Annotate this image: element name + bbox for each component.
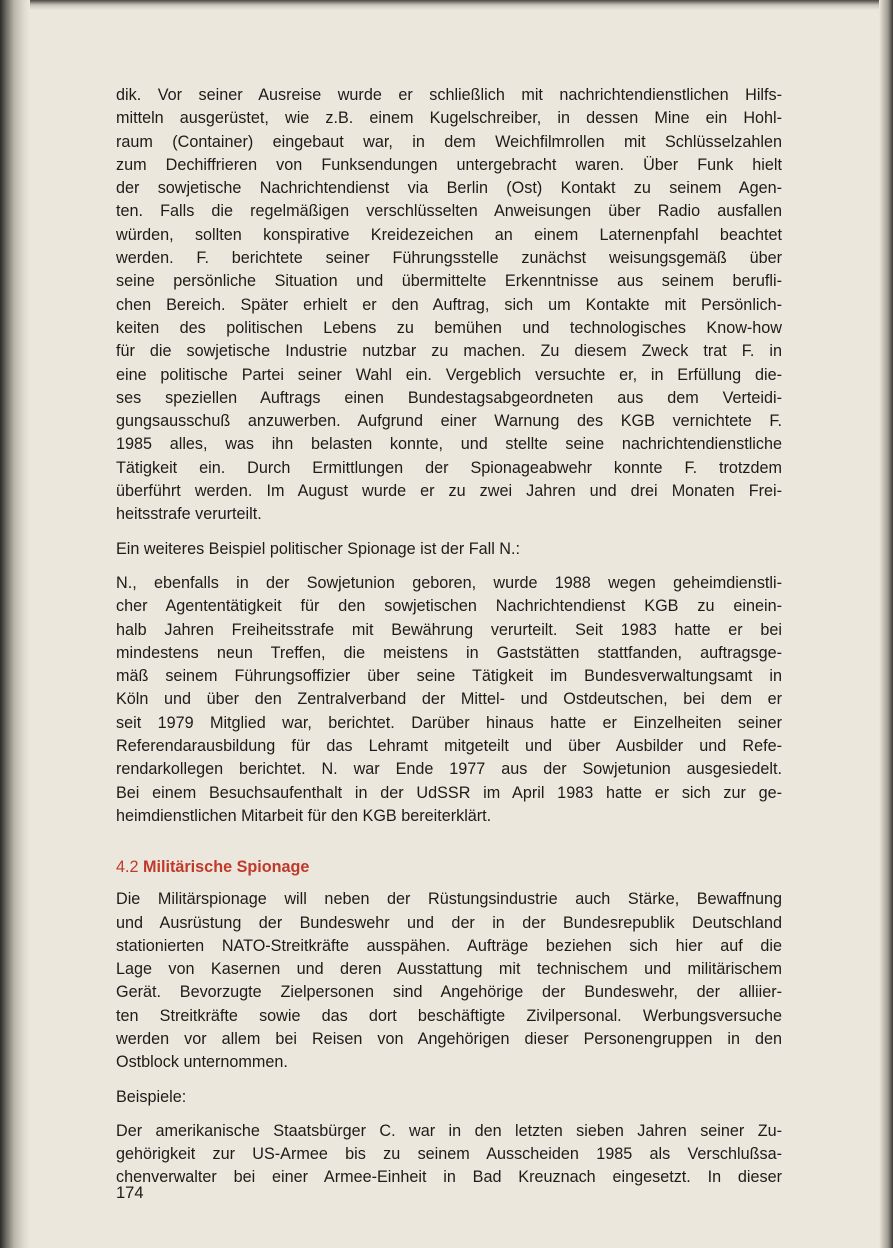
text-line: Ostblock unternommen. bbox=[116, 1053, 288, 1072]
text-line: gungsausschuß anzuwerben. Aufgrund einer Warnung des KGB vernichtete F. bbox=[116, 412, 782, 431]
page-body bbox=[116, 84, 782, 1201]
text-line: mitteln ausgerüstet, wie z.B. einem Kugelschreiber, in dessen Mine ein Hohl- bbox=[116, 109, 782, 128]
text-line: heimdienstlichen Mitarbeit für den KGB bereiterklärt. bbox=[116, 806, 492, 825]
page-right-edge bbox=[879, 0, 893, 1248]
text-line: überführt werden. Im August wurde er zu zwei Jahren und drei Monaten Frei- bbox=[116, 482, 782, 501]
text-line: 1985 alles, was ihn belasten konnte, und stellte seine nachrichtendienstliche bbox=[116, 435, 782, 454]
section-heading bbox=[116, 856, 782, 879]
text-line: ten Streitkräfte sowie das dort beschäftigte Zivilpersonal. Werbungsversuche bbox=[116, 1006, 782, 1025]
text-line: ten. Falls die regelmäßigen verschlüsselten Anweisungen über Radio ausfallen bbox=[116, 202, 782, 221]
text-block-bottom bbox=[116, 888, 782, 1190]
text-line: Bei einem Besuchsaufenthalt in der UdSSR im April 1983 hatte er sich zur ge- bbox=[116, 783, 782, 802]
text-line: seine persönliche Situation und übermittelte Erkenntnisse aus seinem berufli- bbox=[116, 272, 782, 291]
text-line: Tätigkeit ein. Durch Ermittlungen der Spionageabwehr konnte F. trotzdem bbox=[116, 458, 782, 477]
text-line: zum Dechiffrieren von Funksendungen untergebracht waren. Über Funk hielt bbox=[116, 155, 782, 174]
text-line: raum (Container) eingebaut war, in dem Weichfilmrollen mit Schlüsselzahlen bbox=[116, 132, 782, 151]
paragraph bbox=[116, 84, 782, 527]
text-line: der sowjetische Nachrichtendienst via Berlin (Ost) Kontakt zu seinem Agen- bbox=[116, 179, 782, 198]
text-line: Beispiele: bbox=[116, 1087, 187, 1106]
page-top-edge bbox=[0, 0, 893, 10]
text-line: stationierten NATO-Streitkräfte ausspähen. Aufträge beziehen sich hier auf die bbox=[116, 936, 782, 955]
text-line: werden vor allem bei Reisen von Angehörigen dieser Personengruppen in den bbox=[116, 1029, 782, 1048]
text-line: Ein weiteres Beispiel politischer Spionage ist der Fall N.: bbox=[116, 539, 520, 558]
text-line: Lage von Kasernen und deren Ausstattung mit technischem und militärischem bbox=[116, 960, 782, 979]
text-line: dik. Vor seiner Ausreise wurde er schließlich mit nachrichtendienstlichen Hilfs- bbox=[116, 86, 782, 104]
text-line: eine politische Partei seiner Wahl ein. Vergeblich versuchte er, in Erfüllung die- bbox=[116, 365, 782, 384]
text-line: für die sowjetische Industrie nutzbar zu machen. Zu diesem Zweck trat F. in bbox=[116, 342, 782, 361]
text-line: halb Jahren Freiheitsstrafe mit Bewährung verurteilt. Seit 1983 hatte er bei bbox=[116, 620, 782, 639]
paragraph bbox=[116, 888, 782, 1074]
text-line: chen Bereich. Später erhielt er den Auftrag, sich um Kontakte mit Persönlich- bbox=[116, 295, 782, 314]
text-line: Gerät. Bevorzugte Zielpersonen sind Angehörige der Bundeswehr, der alliier- bbox=[116, 983, 782, 1002]
text-line: Referendarausbildung für das Lehramt mitgeteilt und über Ausbilder und Refe- bbox=[116, 737, 782, 756]
paragraph bbox=[116, 1120, 782, 1190]
text-line: keiten des politischen Lebens zu bemühen und technologisches Know-how bbox=[116, 318, 782, 337]
text-line: mindestens neun Treffen, die meistens in Gaststätten stattfanden, auftragsge- bbox=[116, 643, 782, 662]
text-line: N., ebenfalls in der Sowjetunion geboren, wurde 1988 wegen geheimdienstli- bbox=[116, 573, 782, 592]
paragraph bbox=[116, 572, 782, 828]
section-title: Militärische Spionage bbox=[143, 858, 310, 877]
text-line: chenverwalter bei einer Armee-Einheit in Bad Kreuznach eingesetzt. In dieser bbox=[116, 1168, 782, 1187]
text-line: Die Militärspionage will neben der Rüstungsindustrie auch Stärke, Bewaffnung bbox=[116, 890, 782, 909]
text-block-top bbox=[116, 84, 782, 828]
text-line: und Ausrüstung der Bundeswehr und der in der Bundesrepublik Deutschland bbox=[116, 913, 782, 932]
text-line: rendarkollegen berichtet. N. war Ende 1977 aus der Sowjetunion ausgesiedelt. bbox=[116, 760, 782, 779]
text-line: ses speziellen Auftrags einen Bundestagsabgeordneten aus dem Verteidi- bbox=[116, 388, 782, 407]
section-number: 4.2 bbox=[116, 858, 139, 877]
text-line: werden. F. berichtete seiner Führungsstelle zunächst weisungsgemäß über bbox=[116, 249, 782, 268]
text-line: Köln und über den Zentralverband der Mittel- und Ostdeutschen, bei dem er bbox=[116, 690, 782, 709]
paragraph bbox=[116, 538, 782, 561]
text-line: gehörigkeit zur US-Armee bis zu seinem Ausscheiden 1985 als Verschlußsa- bbox=[116, 1145, 782, 1164]
text-line: Der amerikanische Staatsbürger C. war in den letzten sieben Jahren seiner Zu- bbox=[116, 1121, 782, 1140]
text-line: cher Agententätigkeit für den sowjetischen Nachrichtendienst KGB zu einein- bbox=[116, 597, 782, 616]
paragraph bbox=[116, 1086, 782, 1109]
page-binding-edge bbox=[0, 0, 30, 1248]
page-number: 174 bbox=[116, 1184, 144, 1202]
text-line: seit 1979 Mitglied war, berichtet. Darüber hinaus hatte er Einzelheiten seiner bbox=[116, 713, 782, 732]
text-line: heitsstrafe verurteilt. bbox=[116, 505, 262, 524]
text-line: mäß seinem Führungsoffizier über seine Tätigkeit im Bundesverwaltungsamt in bbox=[116, 667, 782, 686]
text-line: würden, sollten konspirative Kreidezeichen an einem Laternenpfahl beachtet bbox=[116, 225, 782, 244]
